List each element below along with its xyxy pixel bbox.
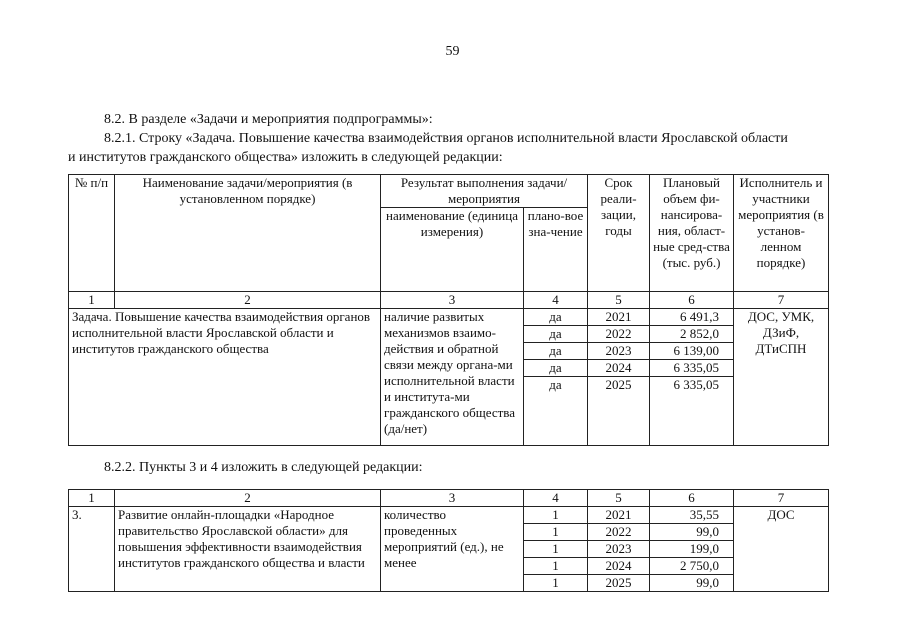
plan-value: да (524, 343, 588, 360)
header-finance: Плановый объем фи-нансирова-ния, област-ные сред-ства (тыс. руб.) (650, 175, 734, 292)
column-number: 2 (115, 490, 381, 507)
paragraph-8-2-1: 8.2.1. Строку «Задача. Повышение качества взаимодействия органов исполнительной власти Ярославской области (104, 131, 788, 146)
column-number: 3 (381, 292, 524, 309)
year: 2022 (588, 326, 650, 343)
table-row (69, 507, 829, 524)
column-number: 7 (734, 490, 829, 507)
column-number: 6 (650, 292, 734, 309)
column-number: 4 (524, 292, 588, 309)
header-result: Результат выполнения задачи/мероприятия (381, 175, 588, 208)
year: 2021 (588, 507, 650, 524)
paragraph-8-2-1-cont: и институтов гражданского общества» изложить в следующей редакции: (68, 150, 503, 165)
plan-value: 1 (524, 541, 588, 558)
paragraph-8-2: 8.2. В разделе «Задачи и мероприятия подпрограммы»: (104, 112, 433, 127)
year: 2021 (588, 309, 650, 326)
result-description: количество проведенных мероприятий (ед.), не менее (381, 507, 524, 592)
amount: 2 852,0 (650, 326, 734, 343)
amount: 6 335,05 (650, 377, 734, 394)
column-number: 5 (588, 490, 650, 507)
plan-value: да (524, 377, 588, 394)
amount: 2 750,0 (650, 558, 734, 575)
empty-cell (650, 393, 734, 445)
table-header-row (69, 175, 829, 208)
column-number: 6 (650, 490, 734, 507)
table-item-3 (68, 489, 829, 592)
amount: 99,0 (650, 575, 734, 592)
empty-cell (524, 393, 588, 445)
header-executor: Исполнитель и участники мероприятия (в установ-ленном порядке) (734, 175, 829, 292)
column-number: 7 (734, 292, 829, 309)
amount: 99,0 (650, 524, 734, 541)
column-number: 1 (69, 490, 115, 507)
header-result-name: наименование (единица измерения) (381, 208, 524, 292)
column-number: 1 (69, 292, 115, 309)
column-number-row (69, 292, 829, 309)
amount: 35,55 (650, 507, 734, 524)
year: 2024 (588, 360, 650, 377)
executor: ДОС, УМК, ДЗиФ, ДТиСПН (734, 309, 829, 446)
column-number-row (69, 490, 829, 507)
column-number: 2 (115, 292, 381, 309)
page-number: 59 (445, 44, 460, 59)
table-row (69, 309, 829, 326)
executor: ДОС (734, 507, 829, 592)
header-term: Срок реали-зации, годы (588, 175, 650, 292)
year: 2023 (588, 343, 650, 360)
plan-value: 1 (524, 558, 588, 575)
amount: 6 139,00 (650, 343, 734, 360)
item-name: Развитие онлайн-площадки «Народное правительство Ярославской области» для повышения эффективности взаимодействия институтов гражданского общества и власти (115, 507, 381, 592)
plan-value: да (524, 309, 588, 326)
empty-cell (588, 393, 650, 445)
year: 2022 (588, 524, 650, 541)
header-result-plan: плано-вое зна-чение (524, 208, 588, 292)
column-number: 4 (524, 490, 588, 507)
year: 2025 (588, 377, 650, 394)
amount: 6 335,05 (650, 360, 734, 377)
column-number: 5 (588, 292, 650, 309)
year: 2025 (588, 575, 650, 592)
header-num: № п/п (69, 175, 115, 292)
year: 2024 (588, 558, 650, 575)
column-number: 3 (381, 490, 524, 507)
result-description: наличие развитых механизмов взаимо-действия и обратной связи между органа-ми исполнительной власти и института-ми гражданского общества (да/нет) (381, 309, 524, 446)
year: 2023 (588, 541, 650, 558)
paragraph-8-2-2: 8.2.2. Пункты 3 и 4 изложить в следующей редакции: (104, 460, 423, 475)
table-task (68, 174, 829, 446)
header-name: Наименование задачи/мероприятия (в установленном порядке) (115, 175, 381, 292)
plan-value: да (524, 360, 588, 377)
plan-value: да (524, 326, 588, 343)
amount: 6 491,3 (650, 309, 734, 326)
task-name: Задача. Повышение качества взаимодействия органов исполнительной власти Ярославской области и институтов гражданского общества (69, 309, 381, 446)
plan-value: 1 (524, 507, 588, 524)
item-number: 3. (69, 507, 115, 592)
amount: 199,0 (650, 541, 734, 558)
plan-value: 1 (524, 575, 588, 592)
plan-value: 1 (524, 524, 588, 541)
